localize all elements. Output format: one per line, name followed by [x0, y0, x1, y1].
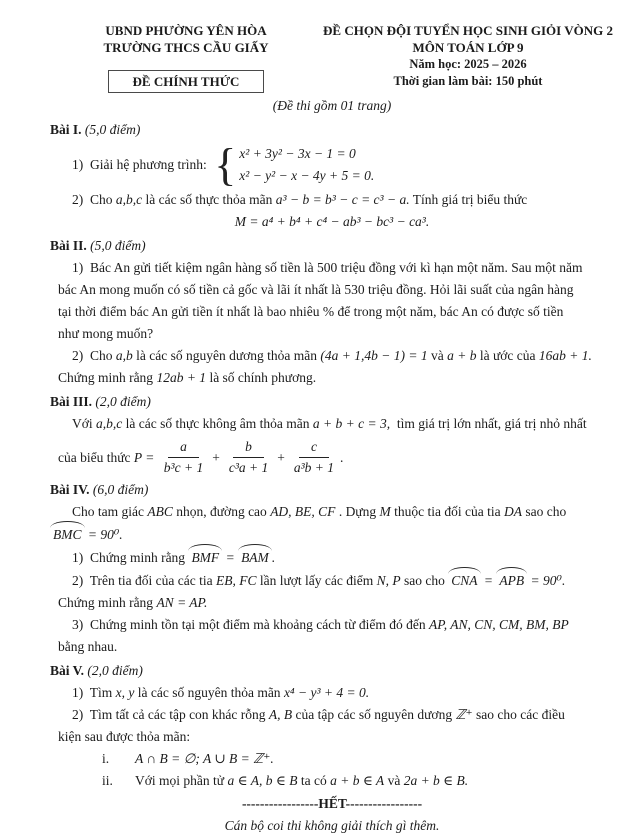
text-segment: Bài II. [50, 238, 91, 253]
text-segment: (2,0 điểm) [87, 663, 143, 678]
text-segment: (4a + 1,4b − 1) = 1 [320, 348, 428, 363]
text-segment: kiện sau được thỏa mãn: [58, 729, 191, 744]
text-segment: AP, AN, CN, CM, BM, BP [428, 617, 569, 632]
text-segment: BMF [188, 546, 222, 569]
text-segment: ABC [147, 504, 173, 519]
text-segment: Bài IV. [50, 482, 93, 497]
text-segment: như mong muốn? [58, 326, 154, 341]
fraction-1-numerator: a [168, 438, 199, 458]
text-segment: tại thời điểm bác An gửi tiền ít nhất là bao nhiêu % để trong một năm, bác An có được số tiền [58, 304, 564, 319]
text-segment: tìm giá trị lớn nhất, giá trị nhỏ nhất [390, 416, 587, 431]
fraction-3 [291, 438, 337, 477]
text-segment: lần lượt lấy các điểm [256, 573, 377, 588]
text-segment: = 90⁰. [84, 527, 123, 542]
bai5-sub-ii [50, 770, 614, 792]
bai1-heading [50, 119, 614, 141]
text-segment: Với [72, 416, 97, 431]
org-name: UBND PHƯỜNG YÊN HÒA [105, 23, 267, 38]
equation-1: x² + 3y² − 3x − 1 = 0 [239, 146, 356, 161]
text-segment: M [379, 504, 391, 519]
plus-operator: + [212, 449, 220, 465]
fraction-1 [161, 438, 206, 477]
bai4-item3-line1 [50, 614, 614, 636]
text-segment: sao cho các điều [472, 707, 565, 722]
text-segment: 1) Tìm [72, 685, 116, 700]
text-segment: Chứng minh rằng [58, 595, 157, 610]
text-segment: Tính giá trị biểu thức [409, 192, 528, 207]
subject-title: MÔN TOÁN LỚP 9 [412, 40, 524, 55]
header [50, 22, 614, 93]
text-segment: CNA [448, 569, 480, 592]
text-segment: và [384, 773, 404, 788]
examiner-note: Cán bộ coi thi không giải thích gì thêm. [224, 818, 440, 833]
official-stamp-box: ĐỀ CHÍNH THỨC [108, 70, 265, 93]
text-segment: 1) Chứng minh rằng [72, 550, 189, 565]
text-segment: DA [503, 504, 522, 519]
section-bai-1 [50, 119, 614, 233]
bai4-heading [50, 479, 614, 501]
text-segment: (2,0 điểm) [95, 394, 151, 409]
text-segment: a,b,c [115, 192, 143, 207]
text-segment: của biểu thức [58, 449, 134, 465]
text-segment: x, y [115, 685, 135, 700]
fraction-1-denominator: b³c + 1 [163, 460, 204, 475]
header-right-block [322, 22, 614, 93]
text-segment: là các số thực không âm thỏa mãn [122, 416, 313, 431]
text-segment: ℤ⁺ [455, 707, 473, 722]
bai4-intro-line2 [50, 523, 614, 546]
text-segment: AD, BE, CF [270, 504, 336, 519]
text-segment: là các số nguyên dương thỏa mãn [132, 348, 321, 363]
equation-2: x² − y² − x − 4y + 5 = 0. [239, 168, 375, 183]
sub-ii-label: ii. [102, 773, 113, 788]
text-segment: 12ab + 1 [156, 370, 207, 385]
text-segment: 2a + b ∈ B. [403, 773, 469, 788]
bai5-heading [50, 660, 614, 682]
bai4-item3-line2 [50, 636, 614, 658]
text-segment: a ∈ A, b ∈ B [227, 773, 298, 788]
bai3-heading [50, 391, 614, 413]
text-segment: Bài V. [50, 663, 88, 678]
bai2-item2-line2 [50, 367, 614, 389]
text-segment: BAM [238, 546, 272, 569]
fraction-2 [226, 438, 271, 477]
bai1-m-equation: M = a⁴ + b⁴ + c⁴ − ab³ − bc³ − ca³. [234, 214, 430, 229]
text-segment: A, B [268, 707, 293, 722]
bai4-item2-line2 [50, 592, 614, 614]
official-stamp-wrap [50, 70, 322, 93]
bai2-item1-line2 [50, 279, 614, 301]
text-segment: là ước của [476, 348, 539, 363]
exam-duration: Thời gian làm bài: 150 phút [393, 74, 543, 88]
text-segment: APB [496, 569, 527, 592]
text-segment: và [427, 348, 448, 363]
het-divider: -----------------HẾT----------------- [241, 796, 423, 811]
text-segment: (6,0 điểm) [92, 482, 149, 497]
bai2-item2-line1 [50, 345, 614, 367]
exam-title: ĐỀ CHỌN ĐỘI TUYỂN HỌC SINH GIỎI VÒNG 2 [323, 23, 613, 38]
school-name: TRƯỜNG THCS CẦU GIẤY [103, 40, 269, 55]
sub-i-label: i. [102, 751, 110, 766]
text-segment: (5,0 điểm) [90, 238, 146, 253]
bai2-item1-line4 [50, 323, 614, 345]
text-segment: là số chính phương. [206, 370, 317, 385]
section-bai-3 [50, 391, 614, 477]
text-segment: a,b,c [96, 416, 123, 431]
text-segment: a,b [115, 348, 133, 363]
text-segment: Cho tam giác [72, 504, 148, 519]
bai5-item2-line2 [50, 726, 614, 748]
text-segment: là các số thực thỏa mãn [142, 192, 276, 207]
bai5-sub-i [50, 748, 614, 770]
text-segment: 1) Bác An gửi tiết kiệm ngân hàng số tiền là 500 triệu đồng với kì hạn một năm. Sau một năm [72, 260, 583, 275]
page-note: (Đề thi gồm 01 trang) [272, 98, 392, 113]
text-segment: a + b [447, 348, 477, 363]
text-segment: 2) Trên tia đối của các tia [72, 573, 216, 588]
bai1-item2 [50, 189, 614, 211]
text-segment: a³ − b = b³ − c = c³ − a. [275, 192, 410, 207]
text-segment: (5,0 điểm) [84, 122, 141, 137]
system-brace: { [214, 139, 237, 190]
text-segment: a + b + c = 3, [312, 416, 391, 431]
text-segment: là các số nguyên thỏa mãn [134, 685, 284, 700]
text-segment: . [271, 550, 276, 565]
fraction-3-numerator: c [299, 438, 329, 458]
text-segment: của tập các số nguyên dương [292, 707, 456, 722]
text-segment: sao cho [521, 504, 567, 519]
bai3-line2-prefix [58, 447, 158, 469]
text-segment: = [222, 550, 239, 565]
section-bai-2 [50, 235, 614, 389]
text-segment: ta có [297, 773, 331, 788]
section-bai-5 [50, 660, 614, 792]
bai4-item2-line1 [50, 569, 614, 592]
bai1-item1-text [72, 154, 210, 176]
text-segment: N, P [376, 573, 401, 588]
text-segment: 3) Chứng minh tồn tại một điểm mà khoảng cách từ điểm đó đến [72, 617, 429, 632]
plus-operator: + [277, 449, 285, 465]
text-segment: 2) Tìm tất cả các tập con khác rỗng [72, 707, 269, 722]
bai5-item2-line1 [50, 704, 614, 726]
text-segment: nhọn, đường cao [172, 504, 271, 519]
text-segment: bằng nhau. [58, 639, 118, 654]
bai1-item1 [50, 139, 614, 190]
text-segment: 2) Cho [72, 192, 116, 207]
text-segment: 1) Giải hệ phương trình: [72, 157, 211, 172]
text-segment: 16ab + 1. [538, 348, 592, 363]
bai4-intro-line1 [50, 501, 614, 523]
bai3-line1 [50, 413, 614, 435]
text-segment: Bài I. [50, 122, 85, 137]
bai4-item1 [50, 546, 614, 569]
text-segment: x⁴ − y³ + 4 = 0. [283, 685, 370, 700]
sub-ii-content [135, 770, 468, 792]
fraction-3-denominator: a³b + 1 [293, 460, 335, 475]
text-segment: A ∩ B = ∅; A ∪ B = ℤ⁺. [135, 751, 274, 766]
text-segment: . Dựng [335, 504, 380, 519]
text-segment: thuộc tia đối của tia [390, 504, 504, 519]
bai2-item1-line1 [50, 257, 614, 279]
header-left-block [50, 22, 322, 93]
text-segment: EB, FC [215, 573, 257, 588]
text-segment: P = [133, 449, 158, 465]
school-year: Năm học: 2025 – 2026 [409, 57, 527, 71]
text-segment: bác An mong muốn có số tiền cả gốc và lãi ít nhất là 530 triệu đồng. Hỏi lãi suất của ngân hàng [58, 282, 574, 297]
text-segment: a + b ∈ A [330, 773, 385, 788]
text-segment: Bài III. [50, 394, 96, 409]
fraction-2-denominator: c³a + 1 [228, 460, 269, 475]
text-segment: sao cho [400, 573, 449, 588]
text-segment: BMC [50, 523, 85, 546]
bai5-item1 [50, 682, 614, 704]
text-segment: = 90⁰. [527, 573, 566, 588]
sub-i-content [135, 748, 274, 770]
text-segment: = [480, 573, 497, 588]
equation-system [239, 143, 374, 187]
text-segment: Chứng minh rằng [58, 370, 157, 385]
text-segment: AN = AP. [156, 595, 208, 610]
section-bai-4 [50, 479, 614, 658]
text-segment: Với mọi phần tử [135, 773, 228, 788]
text-segment: 2) Cho [72, 348, 116, 363]
bai3-p-expression [50, 438, 614, 477]
bai2-heading [50, 235, 614, 257]
fraction-2-numerator: b [233, 438, 264, 458]
bai2-item1-line3 [50, 301, 614, 323]
period: . [340, 449, 344, 465]
